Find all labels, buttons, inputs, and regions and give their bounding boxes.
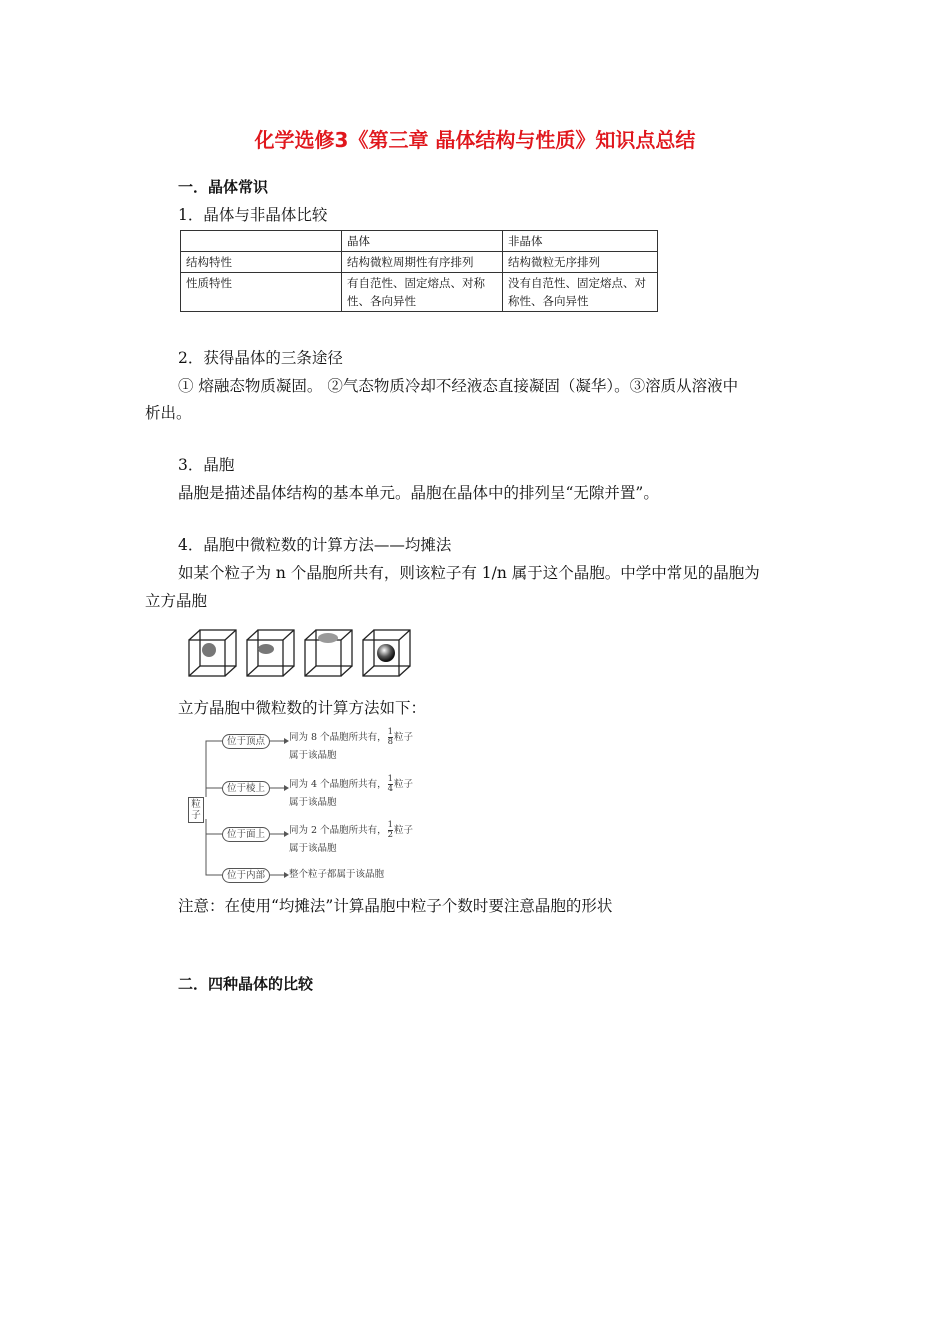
- table-cell: 没有自范性、固定熔点、对称性、各向异性: [503, 273, 658, 312]
- cube-edge-particle-icon: [247, 630, 294, 676]
- cube-interior-particle-icon: [363, 630, 410, 676]
- branch-desc-text: 同为 4 个晶胞所共有，: [289, 779, 387, 790]
- table-cell: 有自范性、固定熔点、对称性、各向异性: [342, 273, 503, 312]
- table-header-cell: [181, 231, 342, 252]
- cube-corner-particle-icon: [189, 630, 236, 676]
- document-title: 化学选修3《第三章 晶体结构与性质》知识点总结: [254, 128, 696, 152]
- item1-label: 1．晶体与非晶体比较: [178, 206, 328, 224]
- branch-desc-text: 粒子: [394, 732, 414, 743]
- diagram-root-label: 粒子: [188, 797, 204, 823]
- fraction-denominator: 2: [387, 830, 394, 840]
- item3-text: 晶胞是描述晶体结构的基本单元。晶胞在晶体中的排列呈“无隙并置”。: [178, 484, 659, 502]
- item4-label: 4．晶胞中微粒数的计算方法——均摊法: [178, 536, 452, 554]
- item2-line2: 析出。: [145, 404, 192, 422]
- table-row: [181, 273, 658, 312]
- note-text: 注意：在使用“均摊法”计算晶胞中粒子个数时要注意晶胞的形状: [178, 897, 613, 915]
- table-row: [181, 252, 658, 273]
- section1-heading: 一．晶体常识: [178, 178, 269, 196]
- branch-label-vertex: 位于顶点: [222, 734, 270, 749]
- table-cell: 结构特性: [181, 252, 342, 273]
- fraction-numerator: 1: [387, 774, 394, 784]
- cubic-cells-illustration: [188, 628, 413, 680]
- item2-label: 2．获得晶体的三条途径: [178, 349, 343, 367]
- fraction-numerator: 1: [387, 727, 394, 737]
- section2-heading: 二．四种晶体的比较: [178, 975, 314, 993]
- branch-desc-text: 粒子: [394, 779, 414, 790]
- branch-desc-face: [289, 821, 413, 840]
- fraction-denominator: 8: [387, 737, 394, 747]
- branch-desc-text: 同为 8 个晶胞所共有，: [289, 732, 387, 743]
- fraction-numerator: 1: [387, 820, 394, 830]
- branch-label-face: 位于面上: [222, 827, 270, 842]
- branch-desc-text: 粒子: [394, 825, 414, 836]
- table-cell: 结构微粒周期性有序排列: [342, 252, 503, 273]
- branch-desc-interior: 整个粒子都属于该晶胞: [289, 869, 385, 880]
- table-cell: 性质特性: [181, 273, 342, 312]
- fraction: [388, 728, 393, 747]
- branch-label-edge: 位于棱上: [222, 781, 270, 796]
- method-intro: 立方晶胞中微粒数的计算方法如下：: [178, 699, 427, 717]
- branch-desc-edge-2: 属于该晶胞: [289, 797, 337, 808]
- table-header-row: [181, 231, 658, 252]
- item4-line1: 如某个粒子为 n 个晶胞所共有，则该粒子有 1/n 属于这个晶胞。中学中常见的晶胞为: [178, 564, 760, 582]
- fraction-denominator: 4: [387, 784, 394, 794]
- branch-desc-edge: [289, 775, 413, 794]
- fraction: [388, 821, 393, 840]
- comparison-table: [180, 230, 658, 312]
- item2-line1: ① 熔融态物质凝固。 ②气态物质冷却不经液态直接凝固（凝华）。③溶质从溶液中: [178, 377, 739, 395]
- table-header-cell: 非晶体: [503, 231, 658, 252]
- item4-line2: 立方晶胞: [145, 592, 208, 610]
- branch-desc-face-2: 属于该晶胞: [289, 843, 337, 854]
- branch-label-interior: 位于内部: [222, 868, 270, 883]
- table-header-cell: 晶体: [342, 231, 503, 252]
- cube-face-particle-icon: [305, 630, 352, 676]
- branch-desc-vertex-2: 属于该晶胞: [289, 750, 337, 761]
- item3-label: 3．晶胞: [178, 456, 235, 474]
- branch-desc-vertex: [289, 728, 413, 747]
- fraction: [388, 775, 393, 794]
- table-cell: 结构微粒无序排列: [503, 252, 658, 273]
- branch-desc-text: 同为 2 个晶胞所共有，: [289, 825, 387, 836]
- counting-method-diagram: [188, 725, 438, 887]
